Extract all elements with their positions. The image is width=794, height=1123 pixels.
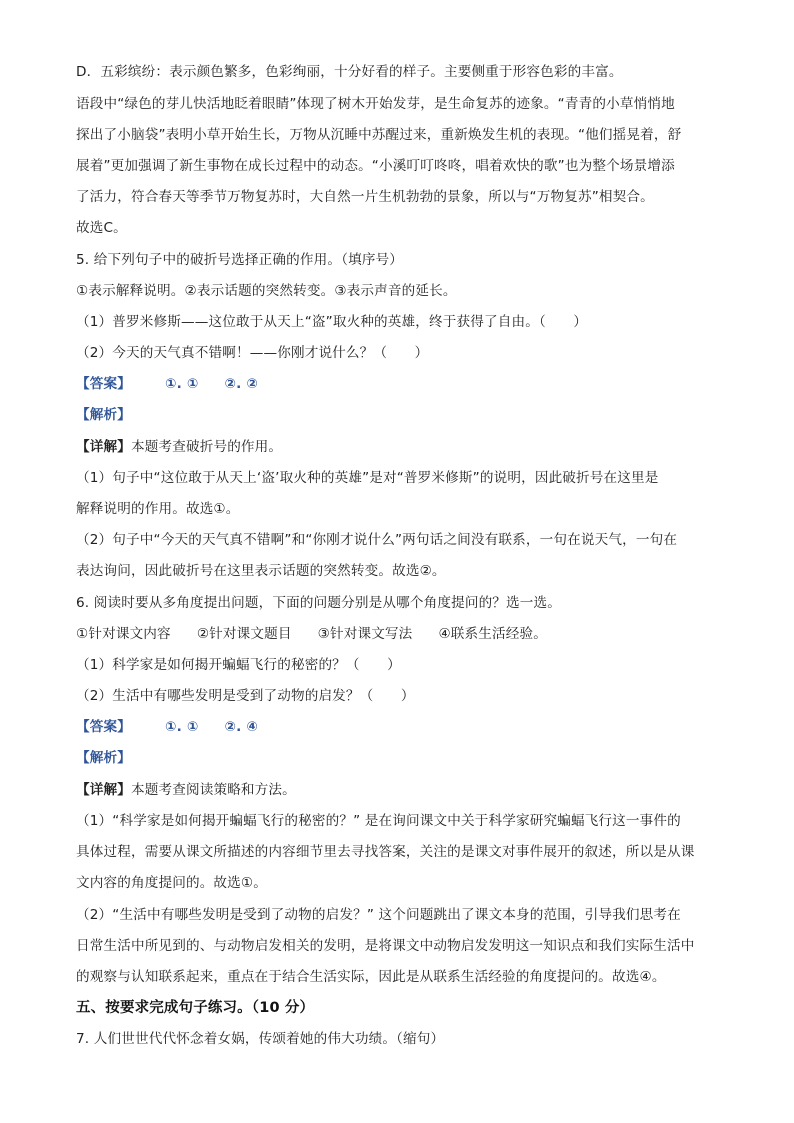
- answer-1: ①. ①: [164, 719, 199, 735]
- answer-row-q5: [76, 374, 716, 394]
- explanation-line: 具体过程，需要从课文所描述的内容细节里去寻找答案，关注的是课文对事件展开的叙述，所以是从课: [76, 844, 695, 860]
- explanation-line: 日常生活中所见到的、与动物启发相关的发明，是将课文中动物启发发明这一知识点和我们实际生活中: [76, 938, 695, 954]
- question-5-options: ①表示解释说明。②表示话题的突然转变。③表示声音的延长。: [76, 283, 457, 299]
- detail-line-q5: [76, 437, 716, 457]
- analysis-paragraph-line: 展着”更加强调了新生事物在成长过程中的动态。“小溪叮叮咚咚，唱着欢快的歌”也为整个场景增添: [76, 158, 675, 174]
- answer-2: ②. ②: [224, 376, 259, 392]
- question-6-item-1: （1）科学家是如何揭开蝙蝠飞行的秘密的？（ ）: [76, 657, 401, 673]
- explanation-line: （2）句子中“今天的天气真不错啊”和“你刚才说什么”两句话之间没有联系，一句在说天气，一句在: [76, 532, 678, 548]
- detail-tag: 【详解】: [76, 782, 131, 798]
- explanation-line: （1）句子中“这位敢于从天上‘盗’取火种的英雄”是对“普罗米修斯”的说明，因此破折号在这里是: [76, 470, 659, 486]
- explanation-line: 解释说明的作用。故选①。: [76, 501, 240, 517]
- section-five-heading: 五、按要求完成句子练习。（10 分）: [76, 1000, 315, 1016]
- detail-text: 本题考查阅读策略和方法。: [130, 782, 296, 798]
- explanation-line: 的观察与认知联系起来，重点在于结合生活实际，因此是从联系生活经验的角度提问的。故选④。: [76, 969, 666, 985]
- analysis-tag-q6: 【解析】: [76, 750, 131, 766]
- answer-tag: 【答案】: [76, 376, 131, 392]
- question-5-item-2: （2）今天的天气真不错啊！——你刚才说什么？（ ）: [76, 345, 429, 361]
- detail-line-q6: [76, 780, 716, 800]
- answer-row-q6: [76, 717, 716, 737]
- explanation-line: （2）“生活中有哪些发明是受到了动物的启发？” 这个问题跳出了课文本身的范围，引导我们思考在: [76, 907, 681, 923]
- option-4: ④联系生活经验。: [438, 626, 547, 642]
- explanation-line: （1）“科学家是如何揭开蝙蝠飞行的秘密的？” 是在询问课文中关于科学家研究蝙蝠飞行这一事件的: [76, 813, 681, 829]
- analysis-paragraph-line: 了活力，符合春天等季节万物复苏时，大自然一片生机勃勃的景象，所以与“万物复苏”相契合。: [76, 189, 654, 205]
- question-6-title: 6. 阅读时要从多角度提出问题，下面的问题分别是从哪个角度提问的？选一选。: [76, 595, 562, 611]
- option-2: ②针对课文题目: [196, 626, 292, 642]
- question-5-item-1: （1）普罗米修斯——这位敢于从天上“盗”取火种的英雄，终于获得了自由。（ ）: [76, 314, 588, 330]
- question-5-title: 5. 给下列句子中的破折号选择正确的作用。（填序号）: [76, 252, 404, 268]
- answer-1: ①. ①: [164, 376, 199, 392]
- explanation-line: 文内容的角度提问的。故选①。: [76, 875, 268, 891]
- question-7-title: 7. 人们世世代代怀念着女娲，传颂着她的伟大功绩。（缩句）: [76, 1031, 445, 1047]
- explanation-line: 表达询问，因此破折号在这里表示话题的突然转变。故选②。: [76, 563, 446, 579]
- question-6-options: [76, 624, 716, 644]
- analysis-paragraph-line: 语段中“绿色的芽儿快活地眨着眼睛”体现了树木开始发芽，是生命复苏的迹象。“青青的小草悄悄地: [76, 96, 675, 112]
- analysis-tag-q5: 【解析】: [76, 407, 131, 423]
- option-1: ①针对课文内容: [76, 626, 171, 642]
- option-3: ③针对课文写法: [317, 626, 413, 642]
- question-6-item-2: （2）生活中有哪些发明是受到了动物的启发？（ ）: [76, 688, 415, 704]
- detail-tag: 【详解】: [76, 439, 131, 455]
- conclusion-line: 故选C。: [76, 220, 127, 236]
- analysis-paragraph-line: 探出了小脑袋”表明小草开始生长，万物从沉睡中苏醒过来，重新焕发生机的表现。“他们摇晃着，舒: [76, 127, 682, 143]
- detail-text: 本题考查破折号的作用。: [130, 439, 283, 455]
- answer-2: ②. ④: [224, 719, 259, 735]
- answer-tag: 【答案】: [76, 719, 131, 735]
- option-d-line: D．五彩缤纷：表示颜色繁多，色彩绚丽，十分好看的样子。主要侧重于形容色彩的丰富。: [76, 64, 623, 80]
